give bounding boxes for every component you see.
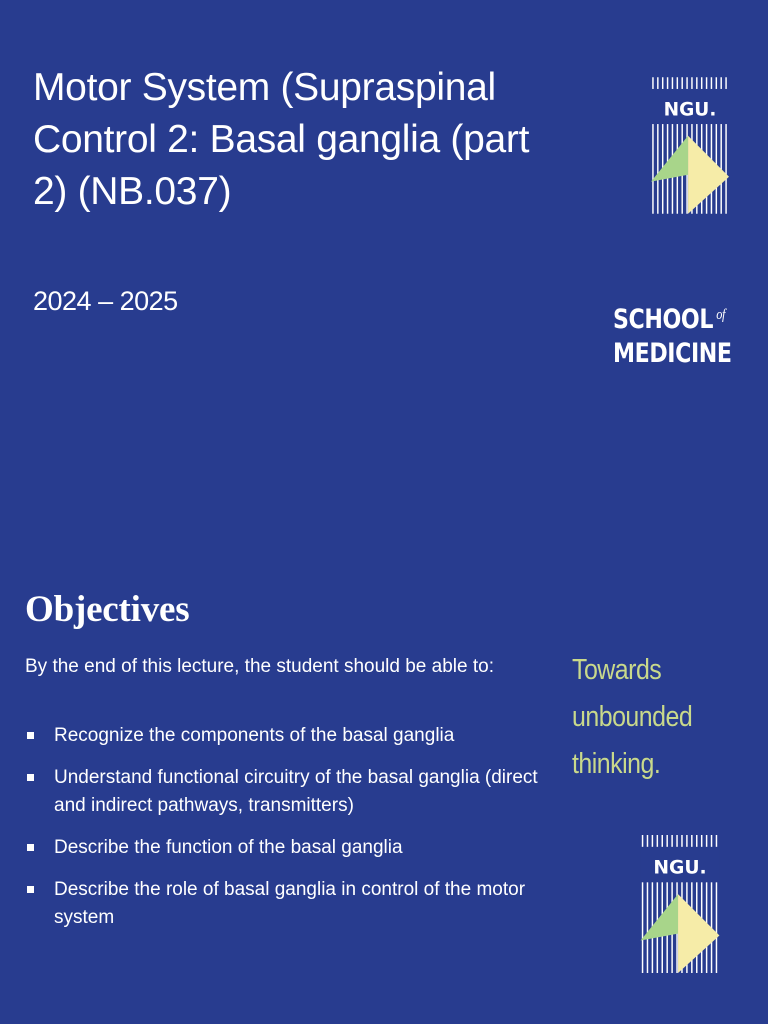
medicine-word: MEDICINE (613, 338, 732, 369)
academic-year: 2024 – 2025 (33, 286, 178, 316)
tagline-line: thinking. (572, 748, 661, 780)
objective-text: Describe the role of basal ganglia in control of the motor system (54, 879, 526, 928)
objectives-heading: Objectives (25, 589, 190, 630)
objective-text: Recognize the components of the basal ganglia (54, 725, 455, 746)
logo-text: NGU. (653, 857, 707, 879)
objective-text: Understand functional circuitry of the basal ganglia (direct and indirect pathways, transmitters) (54, 767, 538, 816)
ngu-logo-bottom (640, 835, 720, 973)
ngu-logo (651, 77, 729, 214)
logo-text: NGU. (663, 99, 717, 121)
bullet-square-icon (27, 844, 34, 851)
slide-title: Motor System (Supraspinal Control 2: Basal ganglia (part 2) (NB.037) (33, 66, 530, 213)
objective-item (25, 764, 550, 820)
objectives-intro: By the end of this lecture, the student should be able to: (25, 656, 494, 677)
bullet-square-icon (27, 732, 34, 739)
logo-yellow-triangle (678, 894, 719, 973)
tagline-line: unbounded (572, 701, 693, 733)
school-of-medicine-wordmark (613, 298, 732, 371)
objective-item (25, 722, 550, 750)
logo-yellow-triangle (688, 136, 729, 214)
objective-item (25, 834, 550, 862)
tagline-line: Towards (572, 654, 662, 686)
tagline (572, 647, 718, 788)
bullet-square-icon (27, 886, 34, 893)
objective-item (25, 876, 550, 932)
of-word: of (716, 307, 726, 323)
objective-text: Describe the function of the basal ganglia (54, 837, 403, 858)
school-word: SCHOOL (613, 304, 714, 335)
bullet-square-icon (27, 774, 34, 781)
objectives-list (25, 722, 550, 946)
